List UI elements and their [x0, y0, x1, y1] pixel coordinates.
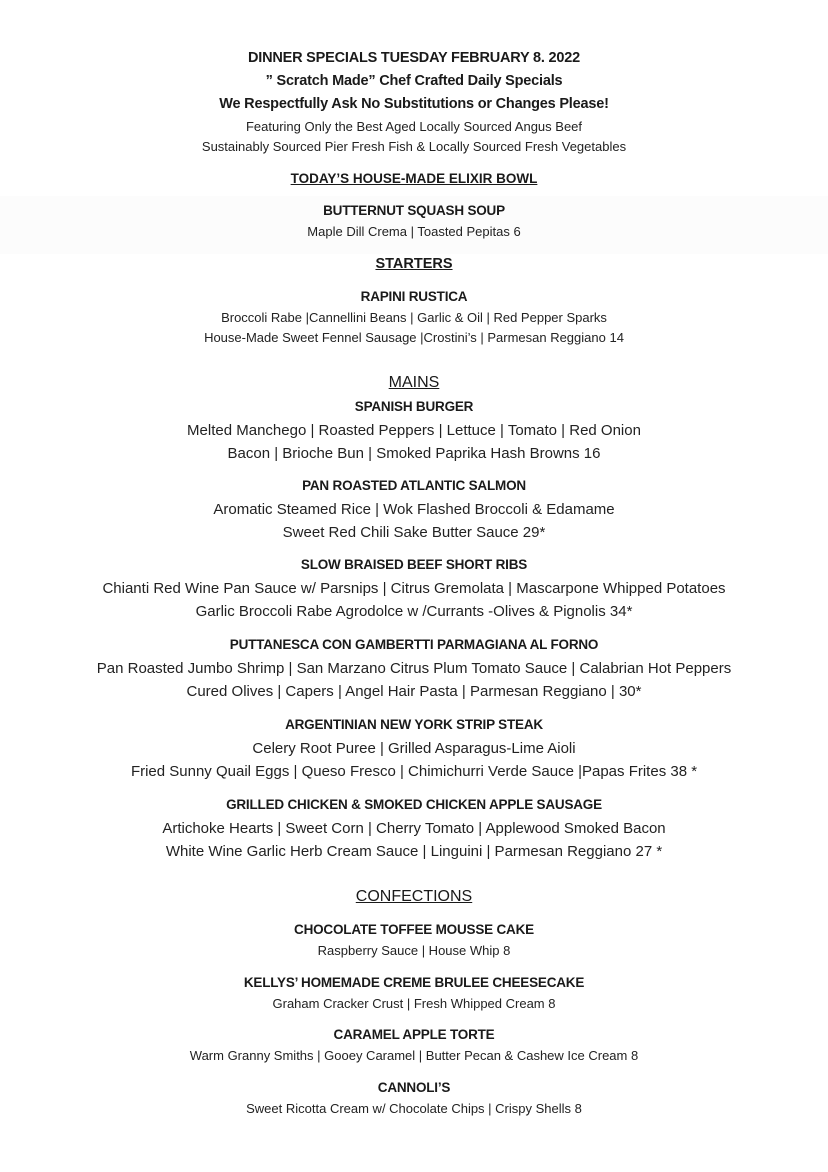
- starter-item-name: RAPINI RUSTICA: [360, 289, 468, 304]
- confection-item-name: CANNOLI’S: [377, 1080, 451, 1095]
- main-item-desc: Sweet Red Chili Sake Butter Sauce 29*: [282, 524, 546, 541]
- elixir-item-desc: Maple Dill Crema | Toasted Pepitas 6: [307, 224, 521, 239]
- menu-title: DINNER SPECIALS TUESDAY FEBRUARY 8. 2022: [247, 50, 581, 66]
- starter-item-desc-2: House-Made Sweet Fennel Sausage |Crostini’s | Parmesan Reggiano 14: [204, 330, 624, 345]
- elixir-heading: TODAY’S HOUSE-MADE ELIXIR BOWL: [290, 171, 538, 186]
- confection-item-desc: Sweet Ricotta Cream w/ Chocolate Chips | Crispy Shells 8: [246, 1101, 582, 1116]
- menu-notice: We Respectfully Ask No Substitutions or Changes Please!: [219, 96, 609, 112]
- main-item-desc: Melted Manchego | Roasted Peppers | Lettuce | Tomato | Red Onion: [187, 422, 641, 439]
- main-item-desc: Fried Sunny Quail Eggs | Queso Fresco | Chimichurri Verde Sauce |Papas Frites 38 *: [130, 763, 698, 780]
- main-item-desc: White Wine Garlic Herb Cream Sauce | Linguini | Parmesan Reggiano 27 *: [165, 843, 663, 860]
- main-item-name: SLOW BRAISED BEEF SHORT RIBS: [300, 557, 528, 572]
- main-item-desc: Artichoke Hearts | Sweet Corn | Cherry Tomato | Applewood Smoked Bacon: [162, 820, 666, 837]
- confection-item-name: CHOCOLATE TOFFEE MOUSSE CAKE: [294, 922, 534, 937]
- main-item-desc: Garlic Broccoli Rabe Agrodolce w /Currants -Olives & Pignolis 34*: [195, 603, 633, 620]
- main-item-desc: Pan Roasted Jumbo Shrimp | San Marzano Citrus Plum Tomato Sauce | Calabrian Hot Peppers: [96, 660, 732, 677]
- main-item-name: GRILLED CHICKEN & SMOKED CHICKEN APPLE SAUSAGE: [226, 797, 602, 812]
- confection-item-desc: Graham Cracker Crust | Fresh Whipped Cream 8: [272, 996, 556, 1011]
- menu-feature-1: Featuring Only the Best Aged Locally Sourced Angus Beef: [245, 119, 583, 134]
- confection-item-name: KELLYS’ HOMEMADE CREME BRULEE CHEESECAKE: [243, 975, 585, 990]
- elixir-item-name: BUTTERNUT SQUASH SOUP: [323, 203, 505, 218]
- main-item-name: ARGENTINIAN NEW YORK STRIP STEAK: [285, 717, 543, 732]
- confection-item-desc: Raspberry Sauce | House Whip 8: [317, 943, 511, 958]
- confection-item-desc: Warm Granny Smiths | Gooey Caramel | Butter Pecan & Cashew Ice Cream 8: [189, 1048, 639, 1063]
- confection-item-name: CARAMEL APPLE TORTE: [333, 1027, 495, 1042]
- starter-item-desc-1: Broccoli Rabe |Cannellini Beans | Garlic & Oil | Red Pepper Sparks: [221, 310, 607, 325]
- main-item-name: PUTTANESCA CON GAMBERTTI PARMAGIANA AL FORNO: [229, 637, 599, 652]
- main-item-name: PAN ROASTED ATLANTIC SALMON: [302, 478, 526, 493]
- main-item-desc: Bacon | Brioche Bun | Smoked Paprika Hash Browns 16: [227, 445, 601, 462]
- main-item-desc: Celery Root Puree | Grilled Asparagus-Lime Aioli: [252, 740, 576, 757]
- main-item-desc: Cured Olives | Capers | Angel Hair Pasta | Parmesan Reggiano | 30*: [186, 683, 642, 700]
- confections-heading: CONFECTIONS: [355, 888, 473, 905]
- mains-heading: MAINS: [388, 374, 440, 391]
- main-item-desc: Chianti Red Wine Pan Sauce w/ Parsnips | Citrus Gremolata | Mascarpone Whipped Potatoes: [102, 580, 726, 597]
- main-item-desc: Aromatic Steamed Rice | Wok Flashed Broccoli & Edamame: [213, 501, 615, 518]
- starters-heading: STARTERS: [375, 256, 453, 272]
- menu-feature-2: Sustainably Sourced Pier Fresh Fish & Locally Sourced Fresh Vegetables: [201, 139, 627, 154]
- main-item-name: SPANISH BURGER: [354, 399, 474, 414]
- menu-tagline: ” Scratch Made” Chef Crafted Daily Specials: [265, 73, 563, 89]
